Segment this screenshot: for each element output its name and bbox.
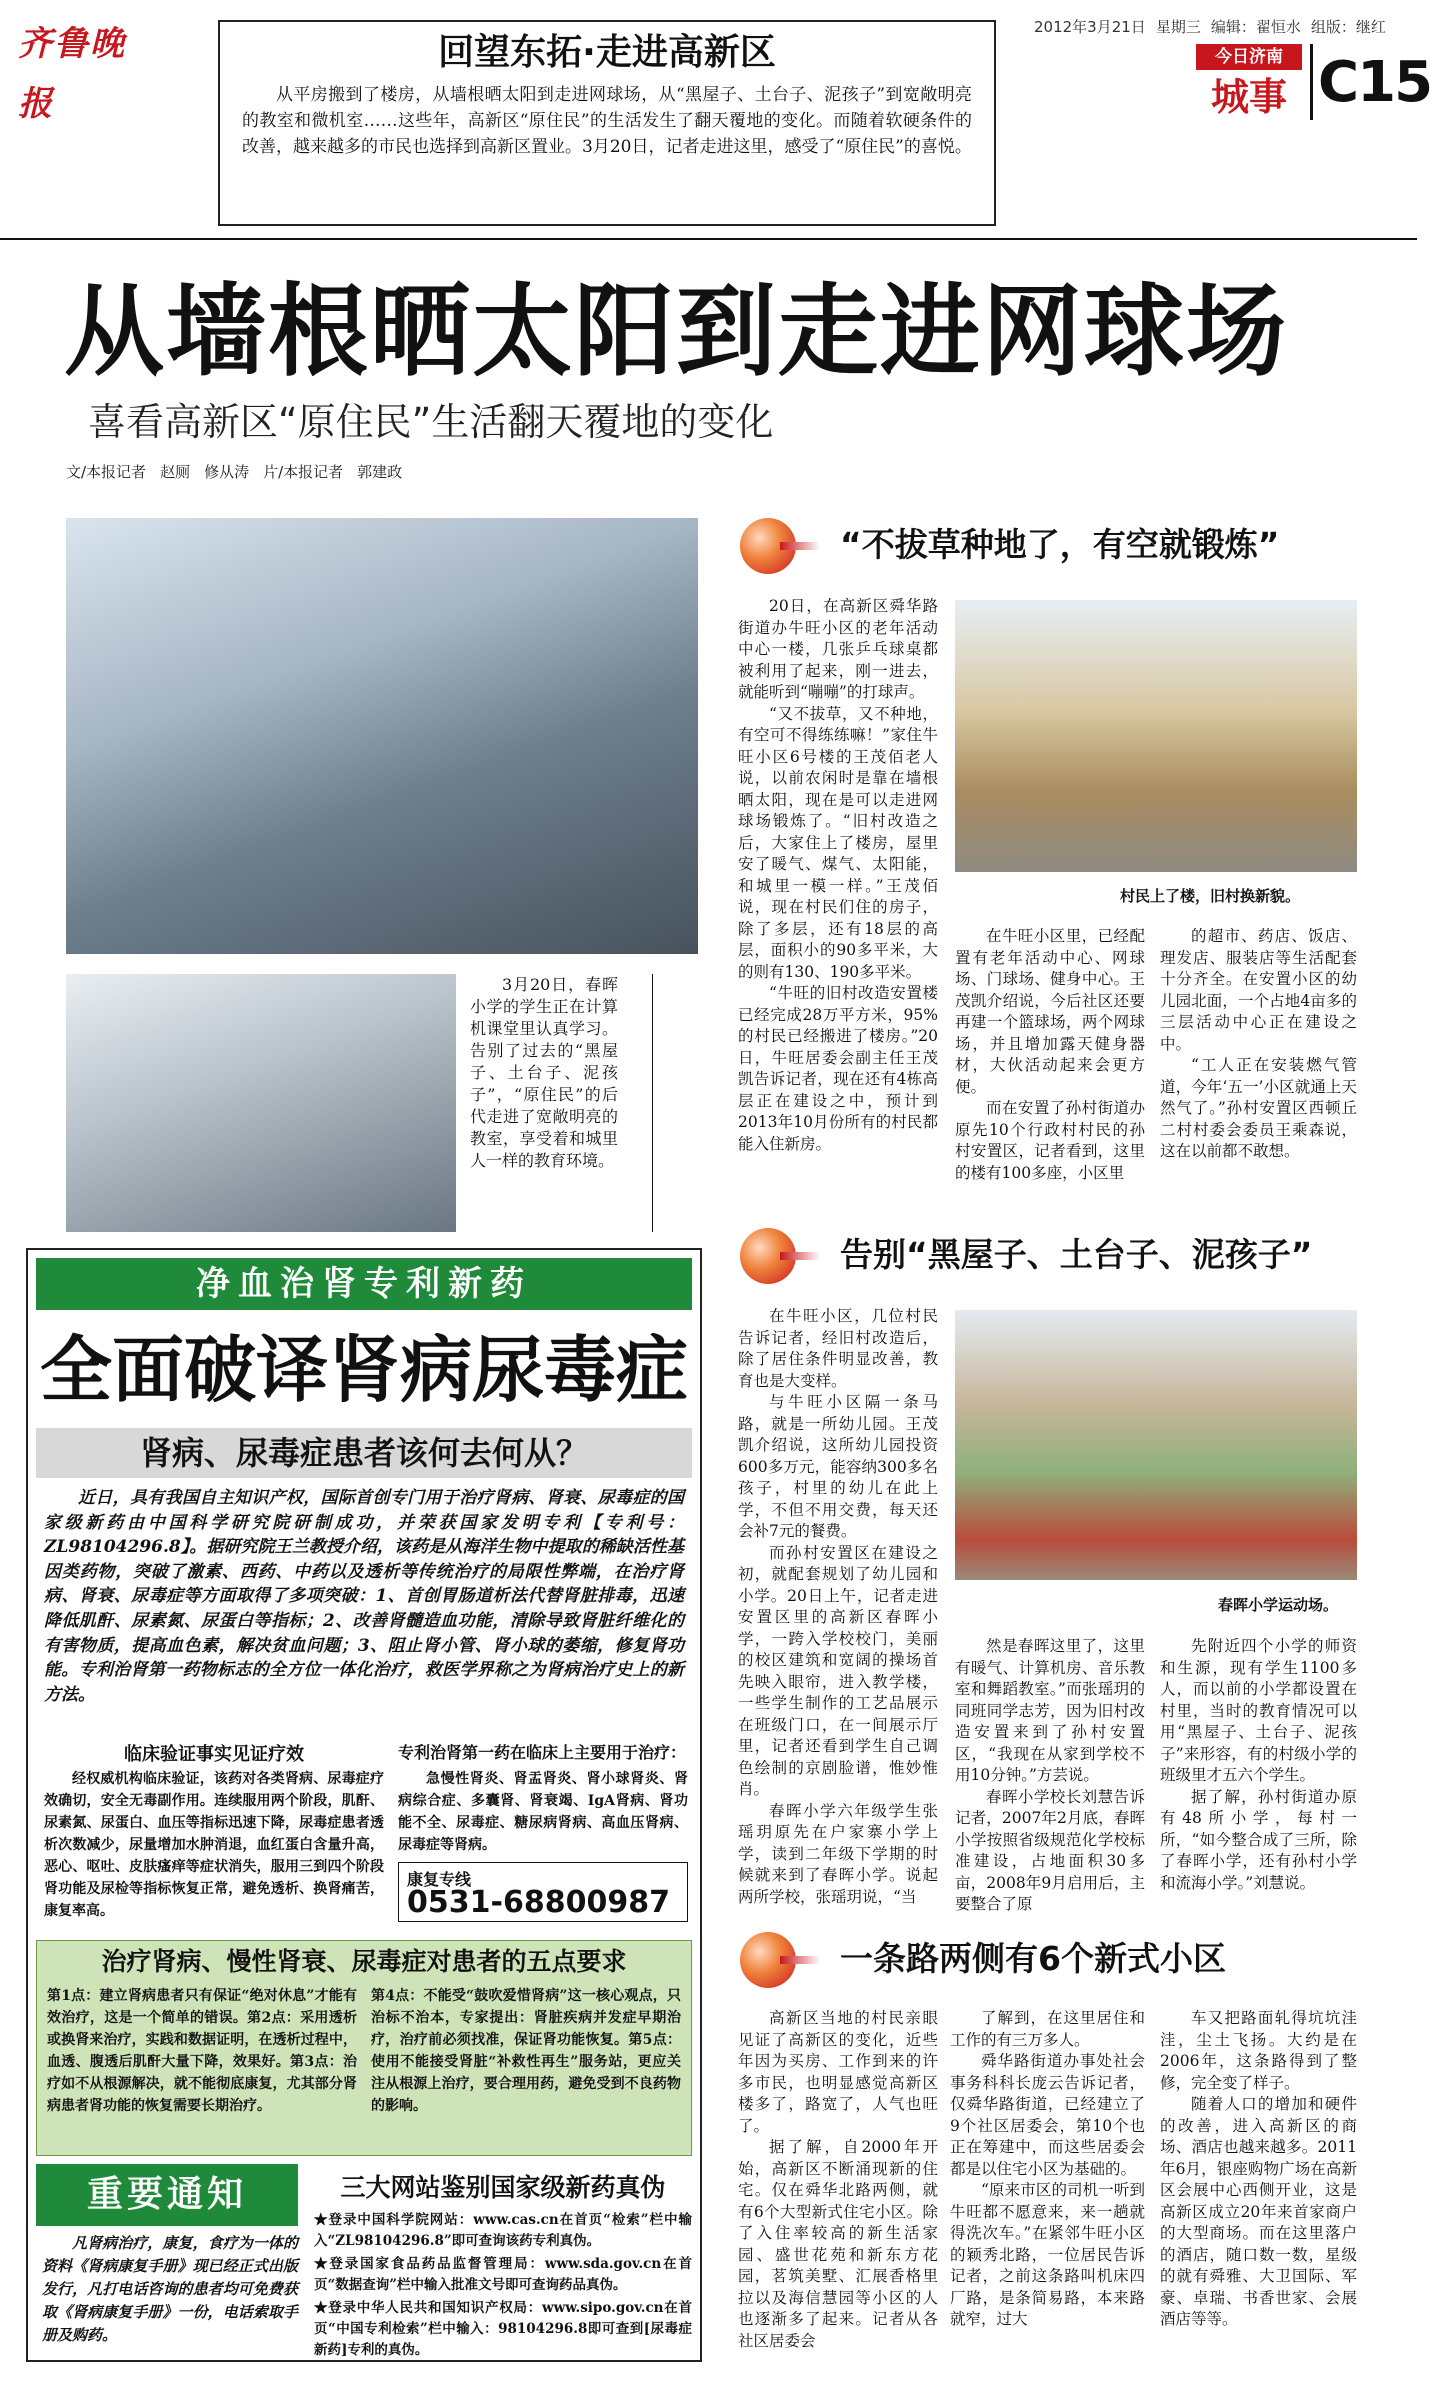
paragraph: “原来市区的司机一听到牛旺都不愿意来，来一趟就得洗次车。”在紧邻牛旺小区的颖秀北路，一位居民告诉记者，之前这条路叫机床四厂路，是条简易路，本来路就窄，过大 [950, 2181, 1145, 2328]
paragraph: 车又把路面轧得坑坑洼洼，尘土飞扬。大约是在2006年，这条路得到了整修，完全变了样子。 [1160, 2009, 1357, 2092]
requirements-left: 第1点：建立肾病患者只有保证“绝对休息”才能有效治疗，这是一个简单的错误。第2点：采用透析或换肾来治疗，实践和数据证明，在透析过程中，血透、腹透后肌酐大量下降，效果好。第3点：治疗如不从根源解决，就不能彻底康复，尤其部分肾病患者肾功能的恢复需要长期治疗。 [47, 1988, 357, 2114]
paragraph: 而孙村安置区在建设之初，就配套规划了幼儿园和小学。20日上午，记者走进安置区里的高新区春晖小学，一跨入学校校门，美丽的校区建筑和宽阔的操场首先映入眼帘，进入教学楼，一些学生制作的工艺品展示在班级门口，在一间展示厅里，记者还看到学生自己调色绘制的京剧脸谱，惟妙惟肖。 [738, 1543, 938, 1798]
section-name: 城事 [1210, 75, 1287, 119]
paragraph: 高新区当地的村民亲眼见证了高新区的变化，近些年因为买房、工作到来的许多市民，也明显感觉高新区楼多了，路宽了，人气也旺了。 [738, 2009, 938, 2135]
paragraph: 的超市、药店、饭店、理发店、服装店等生活配套十分齐全。在安置小区的幼儿园北面，一个占地4亩多的三层活动中心正在建设之中。 [1160, 927, 1357, 1053]
section-tag: 今日济南 [1196, 44, 1302, 70]
hotline-label: 康复专线 [407, 1870, 472, 1889]
paragraph: 然是春晖这里了，这里有暖气、计算机房、音乐教室和舞蹈教室。”而张瑶玥的同班同学志芳，因为旧村改造安置来到了孙村安置区，“我现在从家到学校不用10分钟。”方芸说。 [955, 1637, 1145, 1784]
header-divider [1310, 44, 1313, 120]
ad-intro: 近日，具有我国自主知识产权，国际首创专门用于治疗肾病、肾衰、尿毒症的国家级新药由中国科学研究院研制成功，并荣获国家发明专利【专利号：ZL98104296.8】。据研究院王兰教授介绍，该药是从海洋生物中提取的稀缺活性基因类药物，突破了激素、西药、中药以及透析等传统治疗的局限性弊端，在治疗肾病、肾衰、尿毒症等方面取得了多项突破：1、首创胃肠道析法代替肾脏排毒，迅速降低肌酐、尿素氮、尿蛋白等指标；2、改善肾髓造血功能，清除导致肾脏纤维化的有害物质，提高血色素，解决贫血问题；3、阻止肾小管、肾小球的萎缩，修复肾功能。专利治肾第一药物标志的全方位一体化治疗，救医学界称之为肾病治疗史上的新方法。 [44, 1488, 684, 1705]
issue-editor: 编辑：翟恒水 [1210, 18, 1301, 36]
section-2-header [740, 1224, 1360, 1286]
requirements-right: 第4点：不能受“鼓吹爱惜肾病”这一核心观点，只治标不治本，专家提出：肾脏疾病并发症早期治疗，治疗前必须找准，保证肾功能恢复。第5点：使用不能接受肾脏“补救性再生”服务站，更应关注从根源上治疗，要合理用药，避免受到不良药物的影响。 [371, 1988, 681, 2114]
section-3-col-b [950, 2008, 1145, 2331]
issue-weekday: 星期三 [1155, 18, 1201, 36]
paragraph: 春晖小学校长刘慧告诉记者，2007年2月底，春晖小学按照省级规范化学校标准建设，占地面积30多亩，2008年9月启用后，主要整合了原 [955, 1787, 1145, 1913]
paragraph: 了解到，在这里居住和工作的有三万多人。 [950, 2009, 1145, 2049]
section-3-title: 一条路两侧有6个新式小区 [840, 1939, 1226, 1978]
ad-left-text: 经权威机构临床验证，该药对各类肾病、尿毒症疗效确切，安全无毒副作用。连续服用两个阶段，肌酐、尿素氮、尿蛋白、血压等指标迅速下降，尿毒症患者透析次数减少，尿量增加水肿消退，血红蛋白含量升高，恶心、呕吐、皮肤瘙痒等症状消失，服用三到四个阶段肾功能及尿检等指标恢复正常，避免透析、换肾痛苦，康复率高。 [44, 1771, 384, 1919]
paragraph: 在牛旺小区里，已经配置有老年活动中心、网球场、门球场、健身中心。王茂凯介绍说，今后社区还要再建一个篮球场，两个网球场，并且增加露天健身器材，大伙活动起来会更方便。 [955, 927, 1145, 1096]
ad-left-subtitle: 临床验证事实见证疗效 [124, 1744, 304, 1765]
paragraph: 随着人口的增加和硬件的改善，进入高新区的商场、酒店也越来越多。2011年6月，银座购物广场在高新区会展中心西侧开业，这是高新区成立20年来首家商户的大型商场。而在这里落户的酒店，随口数一数，星级的就有舜雅、大卫国际、军豪、卓瑞、书香世家、会展酒店等等。 [1160, 2095, 1357, 2328]
subheadline: 喜看高新区“原住民”生活翻天覆地的变化 [88, 400, 774, 444]
header-rule [0, 238, 1417, 240]
section-1-col-c [1160, 926, 1357, 1163]
intro-box [218, 20, 996, 226]
photo-school-playground [955, 1310, 1357, 1580]
section-3-col-a [738, 2008, 938, 2352]
byline-text-role: 文/本报记者 [66, 463, 147, 481]
page-number: C15 [1318, 50, 1431, 115]
paragraph: “工人正在安装燃气管道，今年‘五一’小区就通上天然气了。”孙村安置区西顿丘二村村委会委员王乘森说，这在以前都不敢想。 [1160, 1056, 1357, 1160]
hand-pointer-icon [740, 1932, 810, 1988]
newspaper-masthead: 齐鲁晚报 [18, 24, 126, 124]
section-1-header [740, 514, 1360, 576]
byline-reporter-1: 赵厕 [160, 463, 191, 481]
section-3-col-c [1160, 2008, 1357, 2331]
byline [66, 461, 766, 482]
paragraph: 而在安置了孙村街道办原先10个行政村村民的孙村安置区，记者看到，这里的楼有100多座，小区里 [955, 1099, 1145, 1182]
paragraph: 据了解，自2000年开始，高新区不断涌现新的住宅。仅在舜华北路两侧，就有6个大型新式住宅小区。除了入住率较高的新生活家园、盛世花苑和新东方花园，茗筑美墅、汇展香格里拉以及海信慧园等小区的人也逐渐多了起来。记者从各社区居委会 [738, 2138, 938, 2350]
hand-pointer-icon [740, 518, 810, 574]
websites-list [314, 2210, 692, 2363]
websites-title: 三大网站鉴别国家级新药真伪 [340, 2173, 666, 2202]
website-line: ★登录中国科学院网站：www.cas.cn在首页“检索”栏中输入“ZL98104296.8”即可查询该药专利真伪。 [314, 2212, 692, 2249]
byline-photographer: 郭建政 [357, 463, 403, 481]
ad-hotline-box [398, 1862, 688, 1922]
photo-caption-playground: 春晖小学运动场。 [1218, 1596, 1339, 1614]
paragraph: 据了解，孙村街道办原有48所小学，每村一所，“如今整合成了三所，除了春晖小学，还有孙村小学和流海小学。”刘慧说。 [1160, 1787, 1357, 1892]
photo-student-at-computer [66, 974, 456, 1232]
caption-divider [652, 974, 653, 1232]
photo-caption-apartments: 村民上了楼，旧村换新貌。 [1120, 887, 1301, 905]
ad-headline: 全面破译肾病尿毒症 [39, 1328, 688, 1412]
hotline-number: 0531-68800987 [407, 1885, 670, 1920]
section-1-title: “不拔草种地了，有空就锻炼” [840, 525, 1280, 564]
ad-right-subtitle: 专利治肾第一药在临床上主要用于治疗： [398, 1743, 687, 1762]
headline: 从墙根晒太阳到走进网球场 [64, 273, 1288, 390]
notice-text: 凡肾病治疗，康复，食疗为一体的资料《肾病康复手册》现已经正式出版发行，凡打电话咨询的患者均可免费获取《肾病康复手册》一份，电话索取手册及购药。 [42, 2234, 298, 2344]
paragraph: 春晖小学六年级学生张瑶玥原先在户家寨小学上学，读到二年级下学期的时候就来到了春晖小学。说起两所学校，张瑶玥说，“当 [738, 1801, 938, 1906]
photo-computer-classroom [66, 518, 698, 954]
ad-right-text: 急慢性肾炎、肾盂肾炎、肾小球肾炎、肾病综合症、多囊肾、肾衰竭、IgA肾病、肾功能不全、尿毒症、糖尿病肾病、高血压肾病、尿毒症等肾病。 [398, 1771, 688, 1853]
paragraph: “牛旺的旧村改造安置楼已经完成28万平方米，95%的村民已经搬进了楼房。”20日，牛旺居委会副主任王茂凯告诉记者，现在还有4栋高层正在建设之中，预计到2013年10月份所有的村民都能入住新房。 [738, 984, 938, 1153]
medical-advertisement [26, 1248, 702, 2362]
section-2-col-b [955, 1636, 1145, 1916]
section-1-col-b [955, 926, 1145, 1184]
section-3-header [740, 1928, 1360, 1990]
hand-pointer-icon [740, 1228, 810, 1284]
requirements-title: 治疗肾病、慢性肾衰、尿毒症对患者的五点要求 [101, 1947, 627, 1976]
ad-banner: 净血治肾专利新药 [36, 1258, 692, 1310]
paragraph: 20日，在高新区舜华路街道办牛旺小区的老年活动中心一楼，几张乒乓球桌都被利用了起来，刚一进去，就能听到“嘣嘣”的打球声。 [738, 597, 938, 701]
paragraph: 舜华路街道办事处社会事务科科长庞云告诉记者，仅舜华路街道，已经建立了9个社区居委会，第10个也正在筹建中，而这些居委会都是以住宅小区为基础的。 [950, 2052, 1145, 2178]
paragraph: 先附近四个小学的师资和生源，现有学生1100多人，而以前的小学都设置在村里，当时的教育情况可以用“黑屋子、土台子、泥孩子”来形容，有的村级小学的班级里才五六个学生。 [1160, 1637, 1357, 1784]
ad-question: 肾病、尿毒症患者该何去何从？ [36, 1428, 692, 1478]
paragraph: 在牛旺小区，几位村民告诉记者，经旧村改造后，除了居住条件明显改善，教育也是大变样。 [738, 1307, 938, 1390]
byline-reporter-2: 修从涛 [204, 463, 250, 481]
issue-meta [1034, 16, 1404, 37]
website-line: ★登录国家食品药品监督管理局：www.sda.gov.cn在首页“数据查询”栏中输入批准文号即可查询药品真伪。 [314, 2256, 692, 2293]
section-2-col-a [738, 1306, 938, 1908]
issue-layout: 组版：继红 [1310, 18, 1386, 36]
paragraph: 与牛旺小区隔一条马路，就是一所幼儿园。王茂凯介绍说，这所幼儿园投资600多万元，能容纳300多名孩子，村里的幼儿在此上学，不但不用交费，每天还会补7元的餐费。 [738, 1393, 938, 1540]
ad-requirements-box [36, 1940, 692, 2156]
section-2-title: 告别“黑屋子、土台子、泥孩子” [840, 1235, 1313, 1274]
photo-new-apartments [955, 600, 1357, 872]
byline-photo-role: 片/本报记者 [263, 463, 344, 481]
website-line: ★登录中华人民共和国知识产权局：www.sipo.gov.cn在首页“中国专利检索”栏中输入：98104296.8即可查到[尿毒症新药]专利的真伪。 [314, 2300, 692, 2358]
notice-banner: 重要通知 [36, 2164, 298, 2226]
section-1-col-a [738, 596, 938, 1155]
section-2-col-c [1160, 1636, 1357, 1894]
intro-text: 从平房搬到了楼房，从墙根晒太阳到走进网球场，从“黑屋子、土台子、泥孩子”到宽敞明亮的教室和微机室……这些年，高新区“原住民”的生活发生了翻天覆地的变化。而随着软硬条件的改善，越来越多的市民也选择到高新区置业。3月20日，记者走进这里，感受了“原住民”的喜悦。 [242, 85, 972, 157]
issue-date: 2012年3月21日 [1034, 18, 1146, 36]
photo-caption-classroom: 3月20日，春晖小学的学生正在计算机课堂里认真学习。告别了过去的“黑屋子、土台子、泥孩子”，“原住民”的后代走进了宽敞明亮的教室，享受着和城里人一样的教育环境。 [470, 975, 618, 1170]
intro-title: 回望东拓·走进高新区 [438, 32, 776, 73]
paragraph: “又不拔草，又不种地，有空可不得练练嘛！”家住牛旺小区6号楼的王茂佰老人说，以前农闲时是靠在墙根晒太阳，现在是可以走进网球场锻炼了。“旧村改造之后，大家住上了楼房，屋里安了暖气、煤气、太阳能，和城里一模一样。”王茂佰说，现在村民们住的房子，除了多层，还有18层的高层，面积小的90多平米，大的则有130、190多平米。 [738, 704, 938, 981]
